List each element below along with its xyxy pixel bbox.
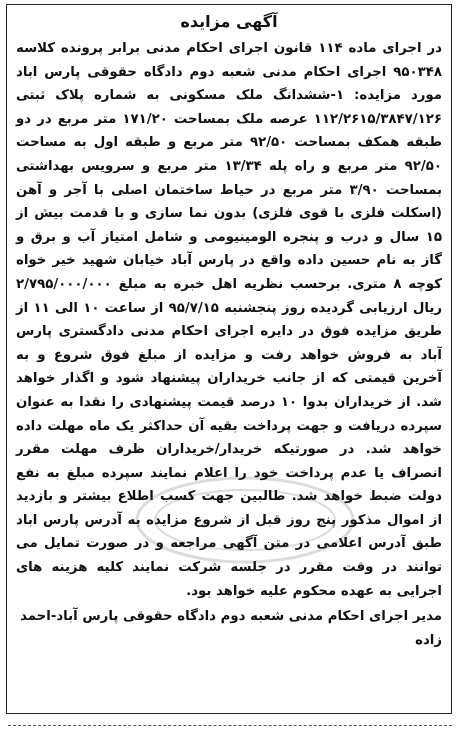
bottom-dashed-divider [8, 725, 452, 726]
notice-body: در اجرای ماده ۱۱۴ قانون اجرای احکام مدنی برابر پرونده کلاسه ۹۵۰۳۴۸ اجرای احکام مدنی شعبه دوم دادگاه حقوقی پارس اباد مورد مزایده: ۱-ششدانگ ملک مسکونی به شماره پلاک ثبتی ۱۱۲/۲۶۱۵/۳۸۴۷/۱۲۶ عرصه ملک بمساحت ۱۷۱/۲۰ متر مربع در دو طبقه همکف بمساحت ۹۲/۵۰ متر مربع و طبقه اول به مساحت ۹۲/۵۰ متر مربع و راه پله ۱۳/۳۴ متر مربع و سرویس بهداشتی بمساحت ۳/۹۰ متر مربع در حیاط ساختمان اصلی با آجر و آهن (اسکلت فلزی با قوی فلزی) بدون نما سازی و با قدمت بیش از ۱۵ سال و درب و پنجره الومینیومی و شامل امتیاز آب و برق و گاز به نام حسین داده واقع در پارس آباد خیابان شهید خیر خواه کوچه ۸ متری. برحسب نظریه اهل خبره به مبلغ ۲/۷۹۵/۰۰۰/۰۰۰ ریال ارزیابی گردیده روز پنجشنبه ۹۵/۷/۱۵ از ساعت ۱۰ الی ۱۱ از طریق مزایده فوق در دایره اجرای احکام مدنی دادگستری پارس آباد به فروش خواهد رفت و مزایده از مبلغ فوق شروع و به آخرین قیمتی که از جانب خریداران پیشنهاد شود و اگذار خواهد شد. از خریداران بدوا ۱۰ درصد قیمت پیشنهادی را نقدا به عنوان سپرده دریافت و جهت پرداخت بقیه آن حداکثر یک ماه مهلت داده خواهد شد. در صورتیکه خریدار/خریداران ظرف مهلت مقرر انصراف یا عدم پرداخت خود را اعلام نمایند سپرده مبلغ به نفع دولت ضبط خواهد شد. طالبین جهت کسب اطلاع بیشتر و بازدید از اموال مذکور پنج روز قبل از شروع مزایده به آدرس پارس اباد طبق آدرس اعلامی در متن آگهی مراجعه و در صورت تمایل می توانند در وقت مقرر در جلسه شرکت نمایند کلیه هزینه های اجرایی به عهده محکوم علیه خواهد بود. [16, 41, 443, 599]
auction-notice [6, 4, 452, 714]
notice-title: آگهی مزایده [180, 12, 278, 31]
notice-signature: مدیر اجرای احکام مدنی شعبه دوم دادگاه حقوقی پارس آباد-احمد زاده [20, 609, 442, 648]
